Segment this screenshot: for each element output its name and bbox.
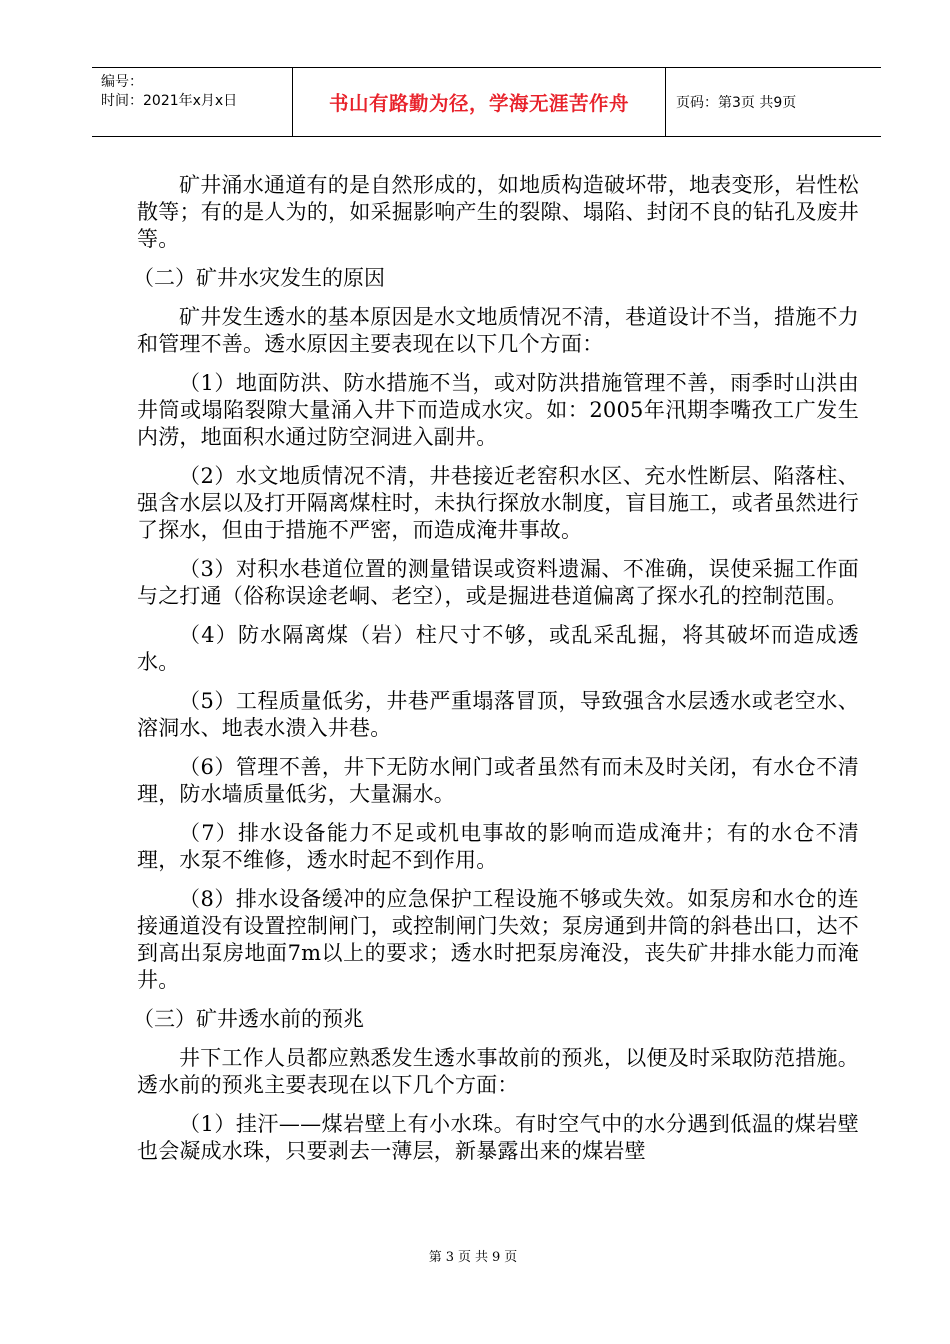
paragraph: （8）排水设备缓冲的应急保护工程设施不够或失效。如泵房和水仓的连接通道没有设置控制闸门，或控制闸门失效；泵房通到井筒的斜巷出口，达不到高出泵房地面7m以上的要求；透水时把泵房淹没，丧失矿井排水能力而淹井。 bbox=[137, 887, 859, 992]
paragraph: （1）挂汗——煤岩壁上有小水珠。有时空气中的水分遇到低温的煤岩壁也会凝成水珠，只要剥去一薄层，新暴露出来的煤岩壁 bbox=[137, 1112, 859, 1163]
paragraph: （5）工程质量低劣，井巷严重塌落冒顶，导致强含水层透水或老空水、溶洞水、地表水溃入井巷。 bbox=[137, 689, 859, 740]
section-heading: （二）矿井水灾发生的原因 bbox=[133, 266, 385, 290]
document-time-label: 时间：2021年x月x日 bbox=[101, 93, 238, 109]
header-meta bbox=[92, 68, 293, 136]
paragraph: （4）防水隔离煤（岩）柱尺寸不够，或乱采乱掘，将其破坏而造成透水。 bbox=[137, 623, 859, 674]
paragraph: 井下工作人员都应熟悉发生透水事故前的预兆，以便及时采取防范措施。透水前的预兆主要表现在以下几个方面： bbox=[137, 1046, 859, 1097]
paragraph: （2）水文地质情况不清，井巷接近老窑积水区、充水性断层、陷落柱、强含水层以及打开隔离煤柱时，未执行探放水制度，盲目施工，或者虽然进行了探水，但由于措施不严密，而造成淹井事故。 bbox=[137, 464, 859, 542]
paragraph: （1）地面防洪、防水措施不当，或对防洪措施管理不善，雨季时山洪由井筒或塌陷裂隙大量涌入井下而造成水灾。如：2005年汛期李嘴孜工广发生内涝，地面积水通过防空洞进入副井。 bbox=[137, 371, 859, 449]
paragraph: （3）对积水巷道位置的测量错误或资料遗漏、不准确，误使采掘工作面与之打通（俗称误途老峒、老空），或是掘进巷道偏离了探水孔的控制范围。 bbox=[137, 557, 859, 608]
paragraph: 矿井发生透水的基本原因是水文地质情况不清，巷道设计不当，措施不力和管理不善。透水原因主要表现在以下几个方面： bbox=[137, 305, 859, 356]
page-footer: 第3页共9页 bbox=[428, 1250, 522, 1265]
paragraph: 矿井涌水通道有的是自然形成的，如地质构造破坏带，地表变形，岩性松散等；有的是人为的，如采掘影响产生的裂隙、塌陷、封闭不良的钻孔及废井等。 bbox=[137, 173, 859, 251]
section-heading: （三）矿井透水前的预兆 bbox=[133, 1007, 364, 1031]
document-body bbox=[133, 172, 859, 1177]
paragraph: （7）排水设备能力不足或机电事故的影响而造成淹井；有的水仓不清理，水泵不维修，透水时起不到作用。 bbox=[137, 821, 859, 872]
paragraph: （6）管理不善，井下无防水闸门或者虽然有而未及时关闭，有水仓不清理，防水墙质量低劣，大量漏水。 bbox=[137, 755, 859, 806]
header-motto: 书山有路勤为径，学海无涯苦作舟 bbox=[293, 68, 666, 136]
page-header bbox=[92, 67, 881, 137]
header-page-info: 页码：第3页 共9页 bbox=[676, 95, 797, 111]
document-number-label: 编号： bbox=[101, 74, 143, 90]
